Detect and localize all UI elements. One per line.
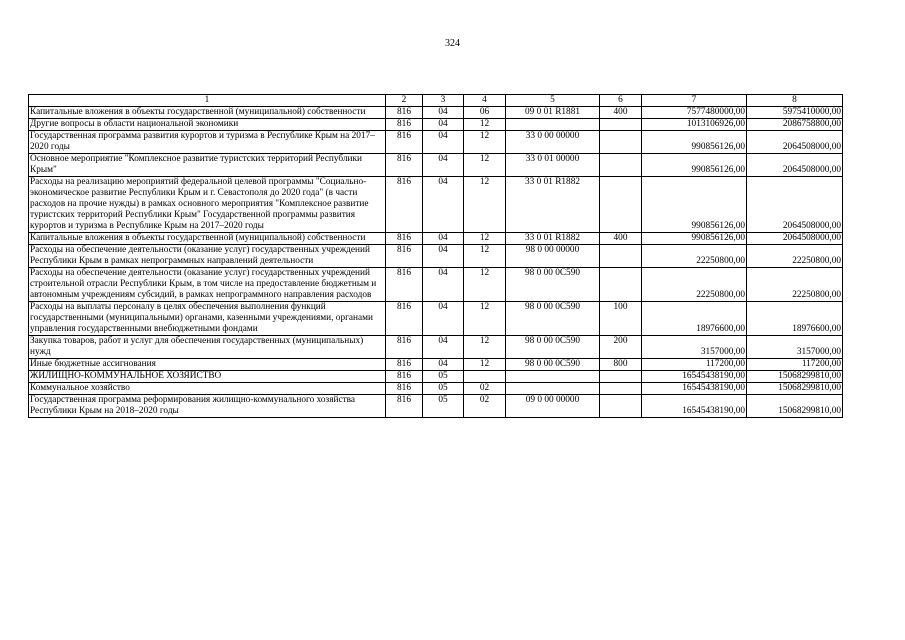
amount-year-2: 15068299810,00 [747,395,843,418]
section-code: 04 [423,245,464,268]
ministry-code: 816 [386,336,423,359]
table-row [29,336,843,359]
section-code: 05 [423,371,464,383]
header-cell: 7 [642,95,747,107]
subsection-code: 02 [464,395,506,418]
header-cell: 3 [423,95,464,107]
table-row [29,395,843,418]
expense-type-code [600,119,642,131]
amount-year-2: 15068299810,00 [747,383,843,395]
amount-year-1: 117200,00 [642,359,747,371]
ministry-code: 816 [386,154,423,177]
amount-year-1: 990856126,00 [642,131,747,154]
row-description: ЖИЛИЩНО-КОММУНАЛЬНОЕ ХОЗЯЙСТВО [29,371,386,383]
amount-year-2: 2064508000,00 [747,131,843,154]
row-description: Закупка товаров, работ и услуг для обеспечения государственных (муниципальных) нужд [29,336,386,359]
amount-year-1: 990856126,00 [642,154,747,177]
ministry-code: 816 [386,233,423,245]
ministry-code: 816 [386,302,423,336]
subsection-code: 12 [464,154,506,177]
amount-year-2: 2064508000,00 [747,154,843,177]
expense-type-code [600,177,642,233]
table-row [29,371,843,383]
amount-year-2: 2064508000,00 [747,177,843,233]
subsection-code: 12 [464,119,506,131]
subsection-code: 02 [464,383,506,395]
amount-year-1: 1013106926,00 [642,119,747,131]
header-cell: 6 [600,95,642,107]
amount-year-1: 16545438190,00 [642,383,747,395]
header-cell: 8 [747,95,843,107]
ministry-code: 816 [386,395,423,418]
section-code: 05 [423,383,464,395]
amount-year-1: 990856126,00 [642,177,747,233]
section-code: 04 [423,154,464,177]
section-code: 04 [423,336,464,359]
ministry-code: 816 [386,268,423,302]
table-row [29,359,843,371]
ministry-code: 816 [386,359,423,371]
header-cell: 1 [29,95,386,107]
target-article-code: 09 0 00 00000 [506,395,600,418]
budget-table [28,94,843,418]
subsection-code: 12 [464,359,506,371]
amount-year-1: 3157000,00 [642,336,747,359]
section-code: 04 [423,131,464,154]
row-description: Государственная программа развития курортов и туризма в Республике Крым на 2017–2020 годы [29,131,386,154]
expense-type-code: 400 [600,233,642,245]
target-article-code: 33 0 01 R1882 [506,177,600,233]
table-row [29,383,843,395]
expense-type-code [600,371,642,383]
target-article-code: 98 0 00 0С590 [506,336,600,359]
table-row [29,302,843,336]
amount-year-2: 117200,00 [747,359,843,371]
amount-year-1: 22250800,00 [642,245,747,268]
header-row [29,95,843,107]
amount-year-2: 5975410000,00 [747,107,843,119]
target-article-code [506,371,600,383]
expense-type-code: 800 [600,359,642,371]
expense-type-code: 100 [600,302,642,336]
ministry-code: 816 [386,177,423,233]
section-code: 04 [423,119,464,131]
amount-year-2: 2086758800,00 [747,119,843,131]
subsection-code: 12 [464,177,506,233]
table-row [29,154,843,177]
row-description: Капитальные вложения в объекты государственной (муниципальной) собственности [29,107,386,119]
amount-year-1: 16545438190,00 [642,395,747,418]
section-code: 04 [423,268,464,302]
row-description: Капитальные вложения в объекты государственной (муниципальной) собственности [29,233,386,245]
section-code: 05 [423,395,464,418]
subsection-code: 12 [464,268,506,302]
ministry-code: 816 [386,383,423,395]
target-article-code: 33 0 00 00000 [506,131,600,154]
target-article-code [506,119,600,131]
target-article-code [506,383,600,395]
row-description: Другие вопросы в области национальной экономики [29,119,386,131]
amount-year-2: 22250800,00 [747,268,843,302]
target-article-code: 98 0 00 0С590 [506,268,600,302]
expense-type-code [600,131,642,154]
subsection-code: 12 [464,131,506,154]
row-description: Коммунальное хозяйство [29,383,386,395]
target-article-code: 09 0 01 R1881 [506,107,600,119]
ministry-code: 816 [386,245,423,268]
subsection-code: 12 [464,336,506,359]
amount-year-2: 15068299810,00 [747,371,843,383]
ministry-code: 816 [386,131,423,154]
amount-year-2: 18976600,00 [747,302,843,336]
page-number: 324 [445,38,460,49]
section-code: 04 [423,233,464,245]
subsection-code: 12 [464,245,506,268]
subsection-code [464,371,506,383]
header-cell: 2 [386,95,423,107]
amount-year-2: 3157000,00 [747,336,843,359]
subsection-code: 06 [464,107,506,119]
table-row [29,119,843,131]
expense-type-code [600,395,642,418]
header-cell: 5 [506,95,600,107]
section-code: 04 [423,302,464,336]
section-code: 04 [423,177,464,233]
target-article-code: 98 0 00 00000 [506,245,600,268]
table-row [29,107,843,119]
amount-year-1: 990856126,00 [642,233,747,245]
target-article-code: 33 0 01 00000 [506,154,600,177]
header-cell: 4 [464,95,506,107]
amount-year-1: 18976600,00 [642,302,747,336]
row-description: Иные бюджетные ассигнования [29,359,386,371]
expense-type-code [600,245,642,268]
row-description: Расходы на обеспечение деятельности (оказание услуг) государственных учреждений строительной отрасли Республики Крым, в том числе на предоставление бюджетным и автономным учреждениям субсидий, в рамках непрограммного направления расходов [29,268,386,302]
expense-type-code [600,383,642,395]
amount-year-1: 22250800,00 [642,268,747,302]
table-row [29,131,843,154]
table-row [29,177,843,233]
amount-year-2: 2064508000,00 [747,233,843,245]
ministry-code: 816 [386,119,423,131]
amount-year-1: 16545438190,00 [642,371,747,383]
row-description: Основное мероприятие "Комплексное развитие туристских территорий Республики Крым" [29,154,386,177]
expense-type-code [600,268,642,302]
row-description: Расходы на обеспечение деятельности (оказание услуг) государственных учреждений Республики Крым в рамках непрограммных направлений деятельности [29,245,386,268]
table-row [29,245,843,268]
target-article-code: 33 0 01 R1882 [506,233,600,245]
ministry-code: 816 [386,371,423,383]
amount-year-2: 22250800,00 [747,245,843,268]
target-article-code: 98 0 00 0С590 [506,302,600,336]
expense-type-code [600,154,642,177]
ministry-code: 816 [386,107,423,119]
row-description: Расходы на выплаты персоналу в целях обеспечения выполнения функций государственными (муниципальными) органами, казенными учреждениями, органами управления государственными внебюджетными фондами [29,302,386,336]
row-description: Расходы на реализацию мероприятий федеральной целевой программы "Социально-экономическое развитие Республики Крым и г. Севастополя до 2020 года" (в части расходов на прочие нужды) в рамках основного мероприятия "Комплексное развитие туристских территорий Республики Крым" Государственной программы развития курортов и туризма в Республике Крым на 2017–2020 годы [29,177,386,233]
table-row [29,268,843,302]
section-code: 04 [423,359,464,371]
expense-type-code: 200 [600,336,642,359]
row-description: Государственная программа реформирования жилищно-коммунального хозяйства Республики Крым на 2018–2020 годы [29,395,386,418]
table-row [29,233,843,245]
target-article-code: 98 0 00 0С590 [506,359,600,371]
amount-year-1: 7577480000,00 [642,107,747,119]
subsection-code: 12 [464,302,506,336]
section-code: 04 [423,107,464,119]
expense-type-code: 400 [600,107,642,119]
subsection-code: 12 [464,233,506,245]
